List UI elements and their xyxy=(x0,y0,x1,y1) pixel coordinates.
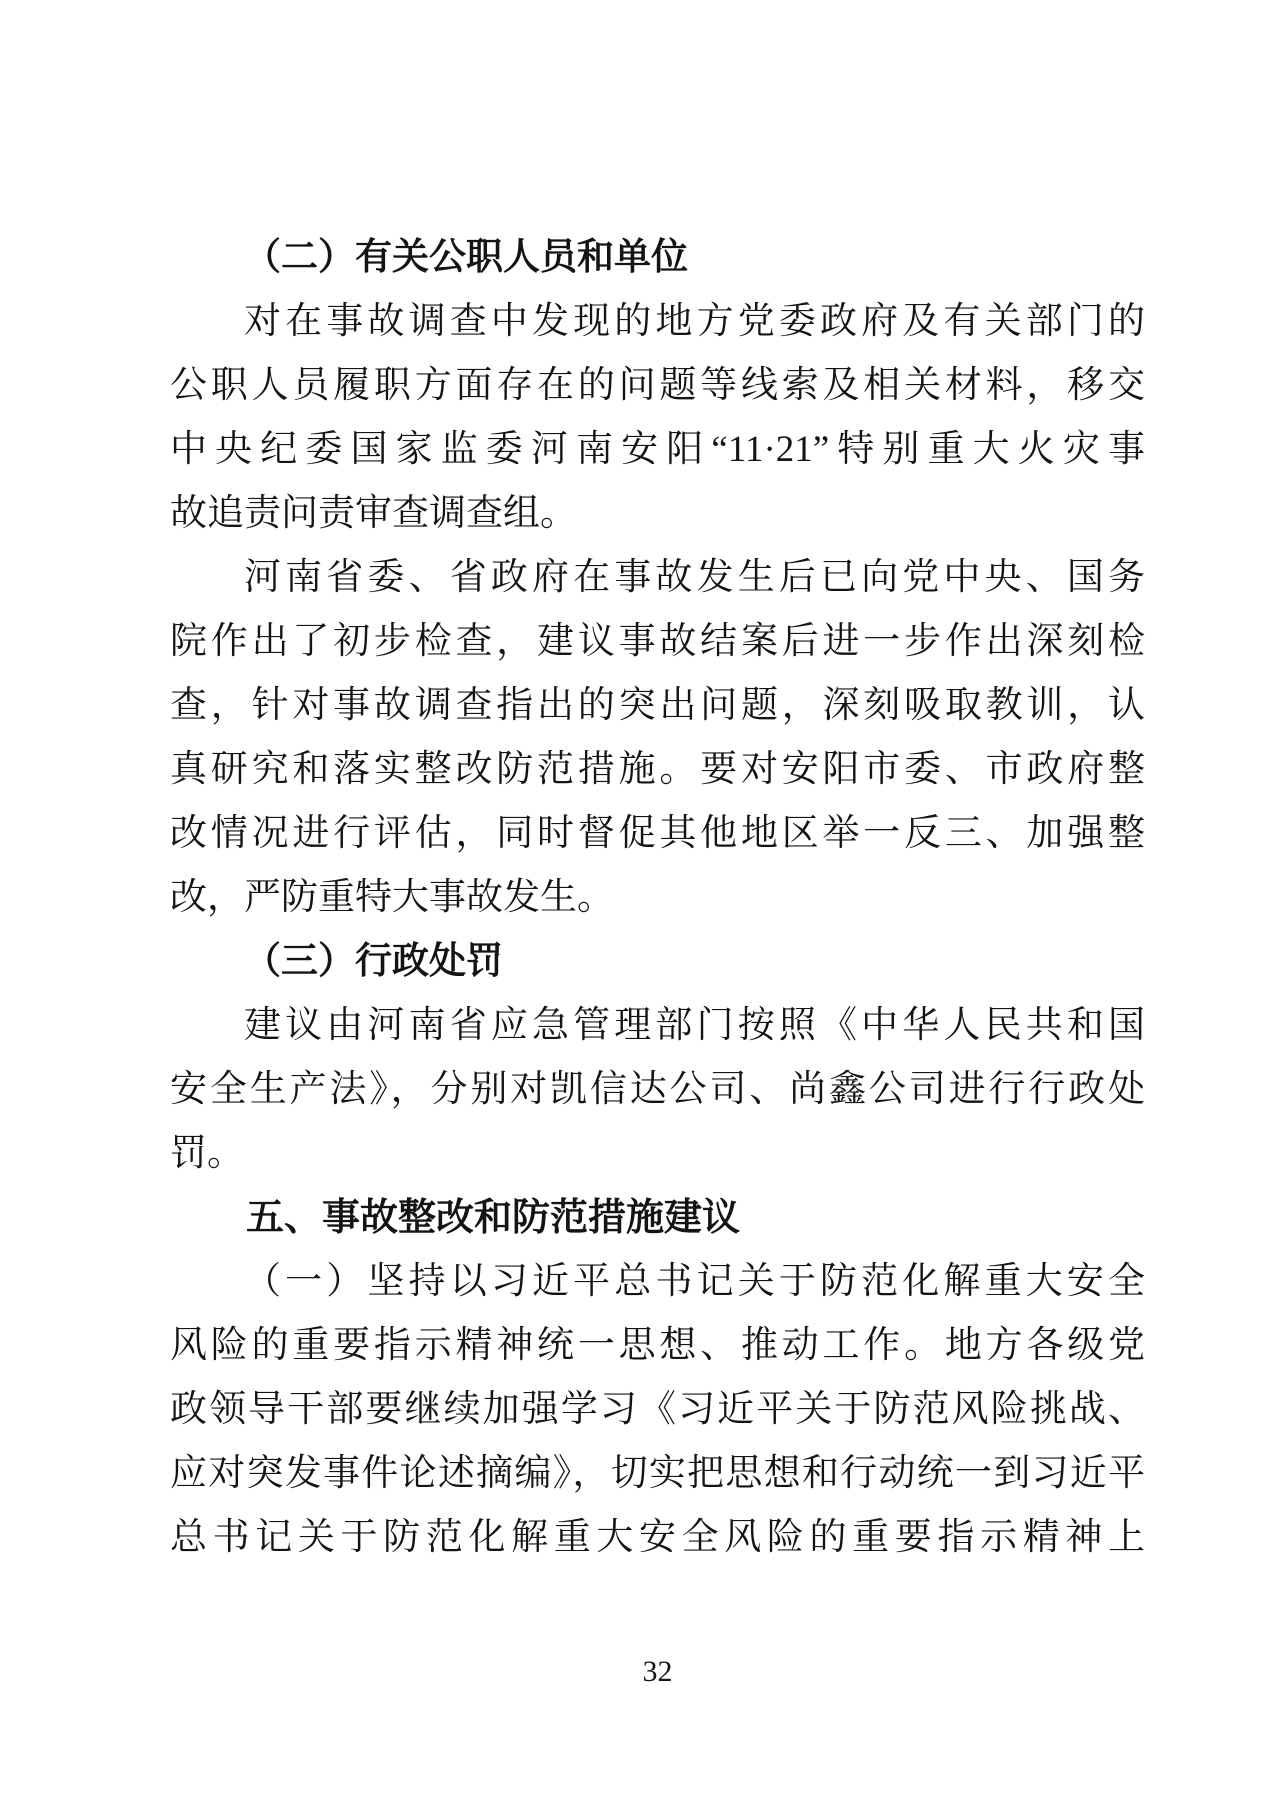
body-line: 总书记关于防范化解重大安全风险的重要指示精神上 xyxy=(170,1517,1145,1558)
body-line: （一）坚持以习近平总书记关于防范化解重大安全 xyxy=(244,1261,1145,1302)
body-line: 对在事故调查中发现的地方党委政府及有关部门的 xyxy=(244,301,1145,342)
body-line: 中央纪委国家监委河南安阳“11·21”特别重大火灾事 xyxy=(170,429,1145,470)
body-line: 公职人员履职方面存在的问题等线索及相关材料，移交 xyxy=(170,365,1145,406)
body-line: 查，针对事故调查指出的突出问题，深刻吸取教训，认 xyxy=(170,685,1145,726)
body-line: 河南省委、省政府在事故发生后已向党中央、国务 xyxy=(244,557,1145,598)
body-line: 风险的重要指示精神统一思想、推动工作。地方各级党 xyxy=(170,1325,1145,1366)
body-line: 改，严防重特大事故发生。 xyxy=(170,877,614,918)
body-line: 安全生产法》，分别对凯信达公司、尚鑫公司进行行政处 xyxy=(170,1069,1145,1110)
body-line: 建议由河南省应急管理部门按照《中华人民共和国 xyxy=(244,1005,1145,1046)
body-line: 故追责问责审查调查组。 xyxy=(170,493,577,534)
body-line: 院作出了初步检查，建议事故结案后进一步作出深刻检 xyxy=(170,621,1145,662)
text-content xyxy=(170,226,1145,1570)
page-number: 32 xyxy=(642,1655,673,1688)
heading-section-3: （三）行政处罚 xyxy=(244,941,503,982)
heading-chapter-5: 五、事故整改和防范措施建议 xyxy=(246,1197,741,1239)
heading-section-2: （二）有关公职人员和单位 xyxy=(244,237,688,278)
body-line: 真研究和落实整改防范措施。要对安阳市委、市政府整 xyxy=(170,749,1145,790)
body-line: 应对突发事件论述摘编》，切实把思想和行动统一到习近平 xyxy=(170,1453,1145,1494)
body-line: 政领导干部要继续加强学习《习近平关于防范风险挑战、 xyxy=(170,1389,1145,1430)
body-line: 改情况进行评估，同时督促其他地区举一反三、加强整 xyxy=(170,813,1145,854)
body-line: 罚。 xyxy=(170,1133,244,1174)
